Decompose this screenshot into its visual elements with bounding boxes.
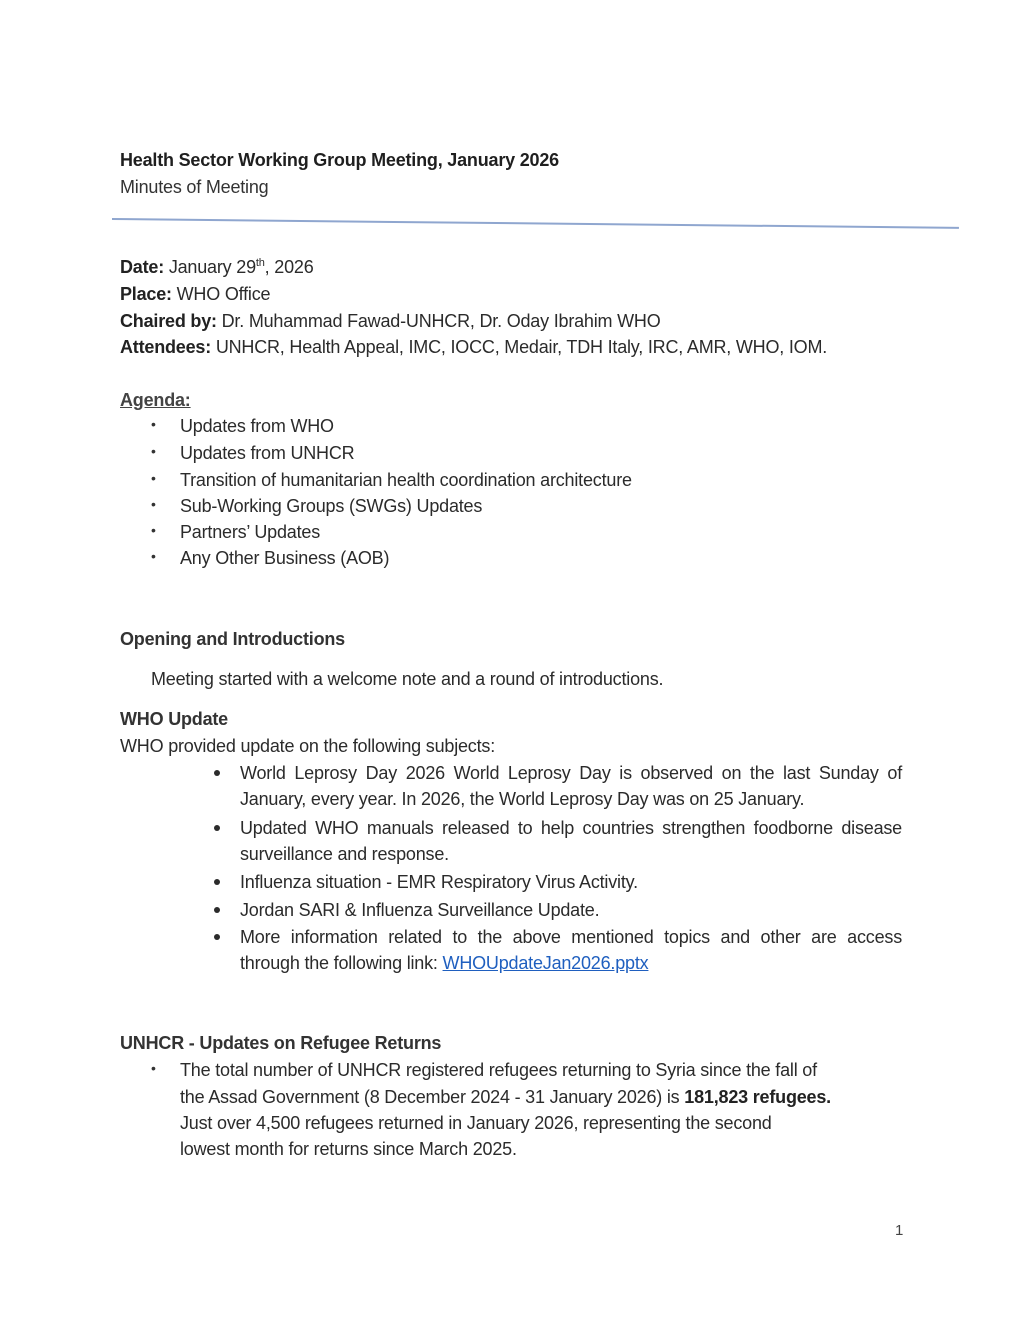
unhcr-line-1: The total number of UNHCR registered refugees returning to Syria since the fall of (180, 1060, 817, 1080)
who-update-item: Influenza situation - EMR Respiratory Virus Activity. (240, 872, 638, 892)
attendees-value: UNHCR, Health Appeal, IMC, IOCC, Medair, TDH Italy, IRC, AMR, WHO, IOM. (211, 337, 828, 357)
page-number: 1 (895, 1222, 904, 1239)
agenda-item: Partners’ Updates (180, 522, 321, 542)
bullet-icon: • (151, 548, 156, 564)
unhcr-line-4: lowest month for returns since March 2025. (180, 1139, 517, 1159)
meta-date (120, 254, 314, 280)
agenda-item: Updates from UNHCR (180, 443, 355, 463)
meta-place (120, 281, 270, 307)
unhcr-heading: UNHCR - Updates on Refugee Returns (120, 1033, 442, 1053)
bullet-icon (214, 770, 220, 776)
agenda-item: Updates from WHO (180, 416, 334, 436)
chaired-label: Chaired by: (120, 311, 217, 331)
agenda-item: Any Other Business (AOB) (180, 548, 390, 568)
who-update-link[interactable]: WHOUpdateJan2026.pptx (442, 953, 649, 973)
who-update-intro: WHO provided update on the following subjects: (120, 736, 496, 756)
attendees-label: Attendees: (120, 337, 212, 357)
bullet-icon: • (151, 1060, 156, 1076)
meta-chaired-by (120, 308, 661, 334)
who-update-item: Jordan SARI & Influenza Surveillance Update. (240, 900, 600, 920)
date-year: , 2026 (264, 257, 314, 277)
bullet-icon: • (151, 522, 156, 538)
bullet-icon: • (151, 470, 156, 486)
place-value: WHO Office (171, 284, 271, 304)
meta-attendees (120, 334, 827, 360)
who-update-item: World Leprosy Day 2026 World Leprosy Day is observed on the last Sunday of January, every year. In 2026, the World Leprosy Day was on 25 January. (240, 763, 902, 809)
opening-text: Meeting started with a welcome note and a round of introductions. (151, 669, 664, 689)
bullet-icon (214, 879, 220, 885)
unhcr-line-3: Just over 4,500 refugees returned in January 2026, representing the second (180, 1113, 772, 1133)
who-update-item-text: More information related to the above mentioned topics and other are access through the following link: (240, 927, 902, 973)
bullet-icon (214, 934, 220, 940)
header-divider (112, 218, 959, 229)
document-title: Health Sector Working Group Meeting, January 2026 (120, 150, 559, 170)
date-label: Date: (120, 257, 165, 277)
bullet-icon: • (151, 496, 156, 512)
date-suffix: th (255, 257, 265, 269)
bullet-icon (214, 825, 220, 831)
unhcr-line-2-text: the Assad Government (8 December 2024 - 31 January 2026) is (180, 1087, 685, 1107)
who-update-item: Updated WHO manuals released to help countries strengthen foodborne disease surveillance and response. (240, 818, 902, 864)
bullet-icon: • (151, 416, 156, 432)
agenda-item: Transition of humanitarian health coordination architecture (180, 470, 632, 490)
bullet-icon (214, 907, 220, 913)
date-value: January 29 (164, 257, 256, 277)
unhcr-line-2 (180, 1084, 831, 1110)
place-label: Place: (120, 284, 172, 304)
opening-heading: Opening and Introductions (120, 629, 345, 649)
who-update-item (240, 924, 902, 976)
agenda-item: Sub-Working Groups (SWGs) Updates (180, 496, 483, 516)
document-subtitle: Minutes of Meeting (120, 177, 269, 197)
agenda-heading: Agenda: (120, 390, 191, 410)
chaired-value: Dr. Muhammad Fawad-UNHCR, Dr. Oday Ibrahim WHO (216, 311, 661, 331)
who-update-heading: WHO Update (120, 709, 228, 729)
refugee-total: 181,823 refugees. (684, 1087, 831, 1107)
bullet-icon: • (151, 443, 156, 459)
